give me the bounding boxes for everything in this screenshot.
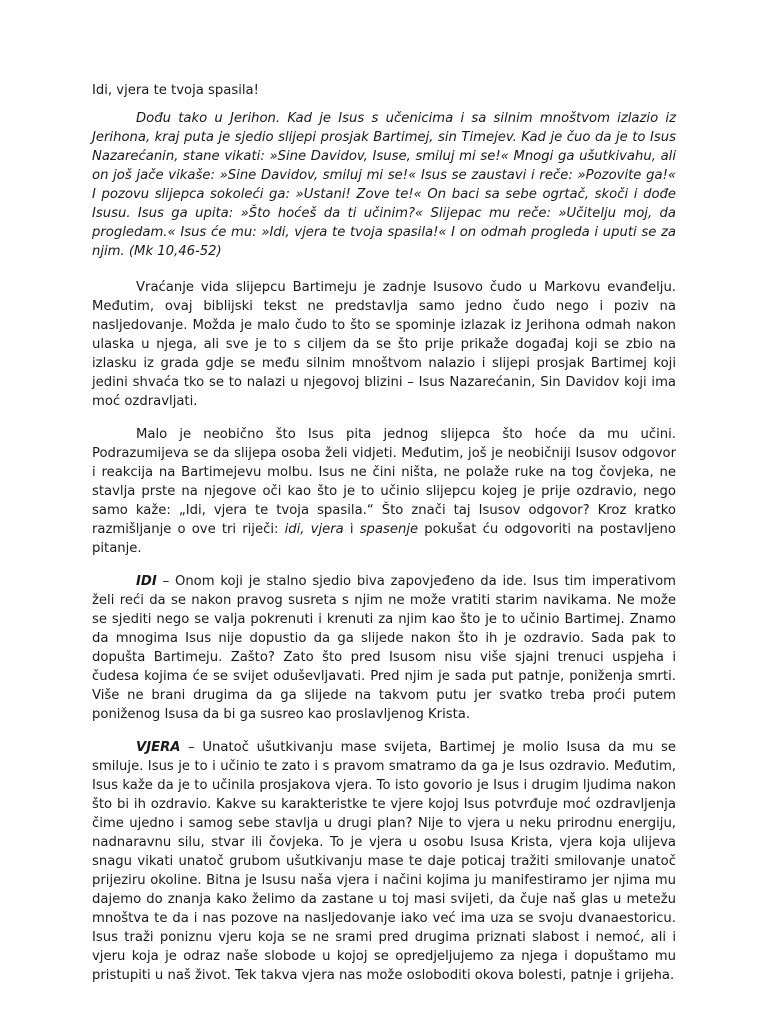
keyword-spasenje-inline: spasenje (359, 522, 419, 537)
section-idi (92, 572, 676, 724)
section-vjera-text: – Unatoč ušutkivanju mase svijeta, Bartimej je molio Isusa da mu se smiluje. Isus je to i učinio te zato i s pravom smatramo da ga je Isus ozdravio. Međutim, Isus kaže da je to učinila prosjakova vjera. To isto govorio je Isus i drugim ljudima nakon što bi ih ozdravio. Kakve su karakteristke te vjere kojoj Isus potvrđuje moć ozdravljenja čime ujedno i samog sebe stavlja u drugi plan? Nije to vjera u neku prirodnu energiju, nadnaravnu silu, stvar ili čovjeka. To je vjera u osobu Isusa Krista, vjera koja ulijeva snagu vikati unatoč grubom ušutkivanju mase te daje poticaj tražiti smilovanje unatoč prijeziru okoline. Bitna je Isusu naša vjera i načini kojima ju manifestiramo jer njima mu dajemo do znanja kako želimo da zastane u toj masi svijeti, da čuje naš glas u metežu mnoštva te da i nas pozove na nasljedovanje iako već ima uza se svoju dvanaestoricu. Isus traži poniznu vjeru koja se ne srami pred drugima priznati slabost i nemoć, ali i vjeru koja je odraz naše slobode u kojoj se opredjeljujemo za njega i dopuštamo mu pristupiti u naš život. Tek takva vjera nas može osloboditi okova bolesti, patnje i grijeha. (92, 740, 676, 983)
section-idi-label: IDI (136, 574, 157, 589)
keyword-vjera-inline: vjera (310, 522, 344, 537)
paragraph-question-text: Malo je neobično što Isus pita jednog slijepca što hoće da mu učini. Podrazumijeva se da slijepa osoba želi vidjeti. Međutim, još je neobičniji Isusov odgovor i reakcija na Bartimejevu molbu. Isus ne čini ništa, ne polaže ruke na tog čovjeka, ne stavlja prste na njegove oči kao što je to učinio slijepcu kojeg je prije ozdravio, nego samo kaže: „Idi, vjera te tvoja spasila.“ Što znači taj Isusov odgovor? Kroz kratko razmišljanje o ove tri riječi: (92, 427, 676, 537)
section-vjera-label: VJERA (136, 740, 181, 755)
document-title: Idi, vjera te tvoja spasila! (92, 83, 259, 98)
paragraph-question-end: pokušat ću odgovoriti na postavljeno pitanje. (92, 522, 676, 556)
paragraph-intro: Vraćanje vida slijepcu Bartimeju je zadnje Isusovo čudo u Markovu evanđelju. Međutim, ovaj biblijski tekst ne predstavlja samo jedno čudo nego i poziv na nasljedovanje. Možda je malo čudo to što se spominje izlazak iz Jerihona odmah nakon ulaska u njega, ali sve je to s ciljem da se što prije prikaže događaj koji se zbio na izlasku iz grada gdje se među silnim mnoštvom nalazio i slijepi prosjak Bartimej koji jedini shvaća tko se to nalazi u njegovoj blizini – Isus Nazarećanin, Sin Davidov koji ima moć ozdravljati. (92, 280, 676, 409)
paragraph-question (92, 425, 676, 558)
section-idi-text: – Onom koji je stalno sjedio biva zapovjeđeno da ide. Isus tim imperativom želi reći da se nakon pravog susreta s njim ne može vratiti starim navikama. Ne može se sjediti nego se valja pokrenuti i krenuti za njim kao što je to učinio Bartimej. Znamo da mnogima Isus nije dopustio da ga slijede nakon što ih je ozdravio. Sada pak to dopušta Bartimeju. Zašto? Zato što pred Isusom nisu više sjajni trenuci uspjeha i čudesa kojima će se svijet oduševljavati. Pred njim je sada put patnje, poniženja smrti. Više ne brani drugima da ga slijede na takvom putu jer svatko treba proći putem poniženog Isusa da bi ga susreo kao proslavljenog Krista. (92, 574, 676, 722)
document-page (92, 81, 676, 995)
scripture-quote: Dođu tako u Jerihon. Kad je Isus s učenicima i sa silnim mnoštvom izlazio iz Jerihona, kraj puta je sjedio slijepi prosjak Bartimej, sin Timejev. Kad je čuo da je to Isus Nazarećanin, stane vikati: »Sine Davidov, Isuse, smiluj mi se!« Mnogi ga ušutkivahu, ali on još jače vikaše: »Sine Davidov, smiluj mi se!« Isus se zaustavi i reče: »Pozovite ga!« I pozovu slijepca sokoleći ga: »Ustani! Zove te!« On baci sa sebe ogrtač, skoči i dođe Isusu. Isus ga upita: »Što hoćeš da ti učinim?« Slijepac mu reče: »Učitelju moj, da progledam.« Isus će mu: »Idi, vjera te tvoja spasila!« I on odmah progleda i uputi se za njim. (Mk 10,46-52) (92, 111, 676, 259)
section-vjera (92, 738, 676, 985)
keyword-idi-inline: idi, (284, 522, 305, 537)
keyword-join: i (349, 522, 354, 537)
